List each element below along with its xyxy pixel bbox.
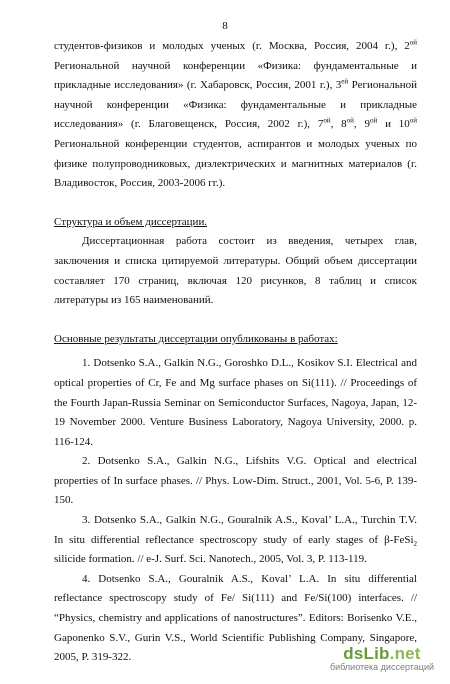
structure-paragraph: Диссертационная работа состоит из введения, четырех глав, заключения и списка цитируемой литературы. Общий объем диссертации составляет 170 страниц, включая 120 рисунков, 8 таблиц и список литературы из 165 наименований.	[54, 235, 417, 307]
reference-item: 3. Dotsenko S.A., Galkin N.G., Gouralnik A.S., Koval’ L.A., Turchin T.V. In situ differential reflectance spectroscopy study of early stages of β-FeSi$_2$ silicide formation. // e-J. Surf. Sci. Nanotech., 2005, Vol. 3, P. 113-119.	[54, 514, 417, 566]
reference-item: 1. Dotsenko S.A., Galkin N.G., Goroshko D.L., Kosikov S.I. Electrical and optical properties of Cr, Fe and Mg surface phases on Si(111). // Proceedings of the Fourth Japan-Russia Seminar on Semiconductor Surfaces, Nagoya, Japan, 12-19 November 2000. Venture Business Laboratory, Nagoya University, 2000. p. 116-124.	[54, 357, 417, 448]
reference-item: 4. Dotsenko S.A., Gouralnik A.S., Koval’ L.A. In situ differential reflectance spectroscopy study of Fe/ Si(111) and Fe/Si(100) interfaces. // “Physics, chemistry and applications of nanostructures”. Editors: Borisenko V.E., Gaponenko S.V., Gurin V.S., World Scientific Publishing Company, Singapore, 2005, P. 319-322.	[54, 572, 417, 664]
intro-paragraph: студентов-физиков и молодых ученых (г. Москва, Россия, 2004 г.), $2^{ой}$ Региональной научной конференции «Физика: фундаментальные и прикладные исследования» (г. Хабаровск, Россия, 2001 г.), $3^{ей}$ Региональной научной конференции «Физика: фундаментальные и прикладные исследования» (г. Благовещенск, Россия, 2002 г.), $7^{ой}$, $8^{ой}$, $9^{ой}$ и $10^{ой}$ Региональной конференции студентов, аспирантов и молодых ученых по физике полупроводниковых, диэлектрических и магнитных материалов (г. Владивосток, Россия, 2003-2006 гг.).	[54, 38, 418, 190]
structure-heading: Структура и объем диссертации.	[54, 215, 208, 228]
watermark-logo	[330, 644, 434, 672]
page-number: 8	[222, 20, 228, 32]
publications-heading: Основные результаты диссертации опубликованы в работах:	[54, 332, 338, 345]
watermark-tagline: библиотека диссертаций	[329, 662, 434, 672]
document-body	[54, 37, 417, 668]
reference-item: 2. Dotsenko S.A., Galkin N.G., Lifshits V.G. Optical and electrical properties of In surface phases. // Phys. Low-Dim. Struct., 2001, Vol. 5-6, P. 139-150.	[54, 455, 417, 507]
watermark-brand: dsLib.net	[343, 644, 421, 663]
